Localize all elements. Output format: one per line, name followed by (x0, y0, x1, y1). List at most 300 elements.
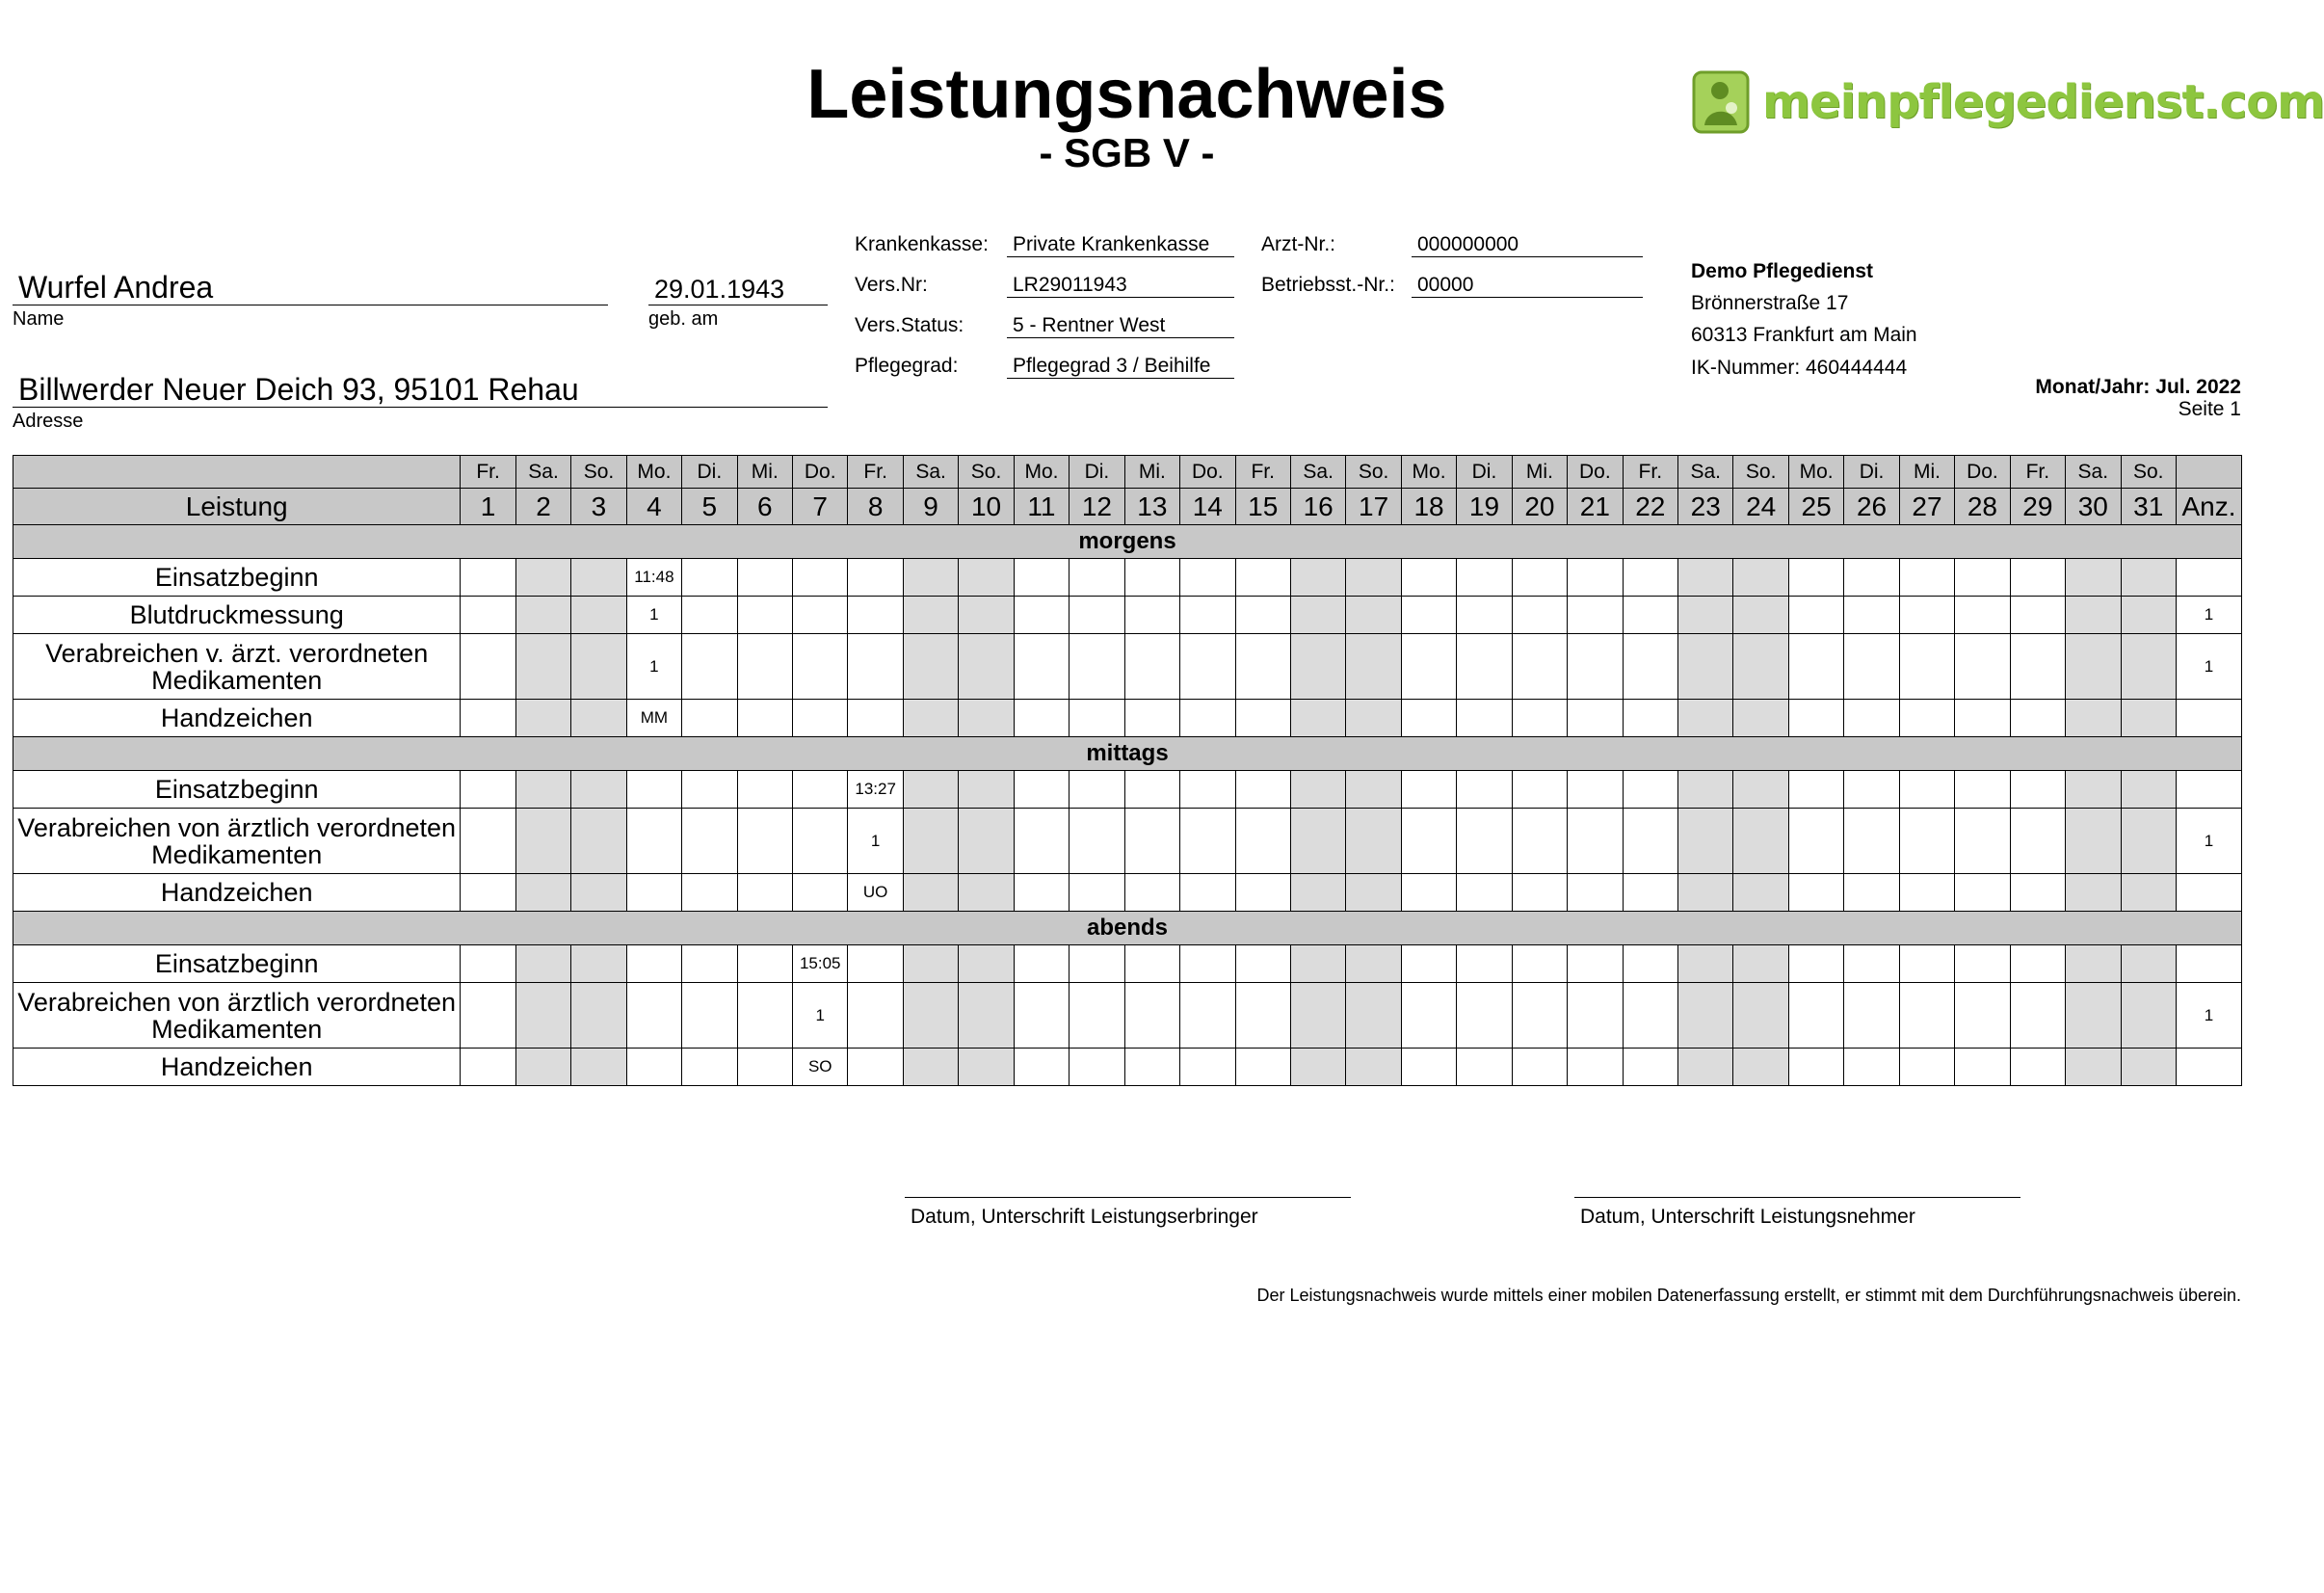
day-cell (1955, 809, 2010, 874)
weekday-header: Do. (1955, 456, 2010, 489)
weekday-header: Sa. (2066, 456, 2121, 489)
count-cell: 1 (2176, 597, 2241, 634)
day-cell (682, 809, 737, 874)
day-number-header: 6 (737, 489, 792, 525)
day-cell (1124, 559, 1179, 597)
day-cell (959, 634, 1014, 700)
day-cell (1512, 1049, 1567, 1086)
day-cell (1014, 874, 1069, 912)
day-cell (1070, 983, 1124, 1049)
weekday-header: Fr. (461, 456, 515, 489)
day-cell (1401, 771, 1456, 809)
day-cell (571, 874, 626, 912)
day-cell (1290, 874, 1345, 912)
day-cell (682, 1049, 737, 1086)
leistung-header: Leistung (13, 489, 461, 525)
day-cell (1733, 874, 1788, 912)
weekday-header: Sa. (903, 456, 958, 489)
day-cell (793, 597, 848, 634)
day-cell: 1 (848, 809, 903, 874)
day-number-header: 2 (515, 489, 570, 525)
day-number-header: 27 (1899, 489, 1954, 525)
day-number-header: 10 (959, 489, 1014, 525)
day-cell (1512, 700, 1567, 737)
day-cell (1124, 983, 1179, 1049)
day-cell (1401, 700, 1456, 737)
service-label: Handzeichen (13, 874, 461, 912)
service-label: Einsatzbeginn (13, 771, 461, 809)
day-cell (959, 874, 1014, 912)
day-cell (1124, 634, 1179, 700)
day-cell (682, 597, 737, 634)
day-cell (793, 634, 848, 700)
day-cell (1290, 771, 1345, 809)
day-cell (2066, 874, 2121, 912)
day-cell (1235, 700, 1290, 737)
day-cell (571, 634, 626, 700)
weekday-header-row (13, 456, 2242, 489)
day-cell (682, 559, 737, 597)
provider-name: Demo Pflegedienst (1691, 260, 1874, 282)
weekday-header: Mo. (1788, 456, 1843, 489)
weekday-header: Sa. (1290, 456, 1345, 489)
day-cell (1457, 1049, 1512, 1086)
day-cell: SO (793, 1049, 848, 1086)
day-cell (1955, 771, 2010, 809)
provider-city: 60313 Frankfurt am Main (1691, 324, 1917, 346)
name-label: Name (13, 308, 65, 330)
day-cell (959, 771, 1014, 809)
day-cell (2010, 809, 2065, 874)
day-cell (1346, 771, 1401, 809)
day-cell (793, 874, 848, 912)
krankenkasse-value: Private Krankenkasse (1007, 233, 1234, 257)
day-cell (1401, 945, 1456, 983)
day-cell (1955, 874, 2010, 912)
day-cell (2066, 809, 2121, 874)
section-row (13, 737, 2242, 771)
day-cell (1124, 945, 1179, 983)
day-cell (1346, 634, 1401, 700)
day-cell (1457, 559, 1512, 597)
day-number-header: 9 (903, 489, 958, 525)
person-logo-icon (1691, 69, 1753, 135)
day-cell (848, 559, 903, 597)
day-cell (1124, 809, 1179, 874)
day-cell (1568, 983, 1623, 1049)
versnr-value: LR29011943 (1007, 274, 1234, 298)
day-cell: 15:05 (793, 945, 848, 983)
day-cell (737, 700, 792, 737)
day-cell (1568, 771, 1623, 809)
day-cell (1678, 809, 1733, 874)
day-cell (515, 1049, 570, 1086)
weekday-header: Do. (793, 456, 848, 489)
day-cell (1457, 809, 1512, 874)
day-cell (1014, 1049, 1069, 1086)
day-cell (1568, 597, 1623, 634)
day-cell (515, 945, 570, 983)
pflegegrad-label: Pflegegrad: (855, 355, 959, 377)
day-cell (1788, 771, 1843, 809)
day-cell (903, 634, 958, 700)
day-number-header: 7 (793, 489, 848, 525)
day-cell (1235, 945, 1290, 983)
day-cell (461, 874, 515, 912)
day-cell (515, 983, 570, 1049)
day-cell (1014, 809, 1069, 874)
weekday-header: Sa. (1678, 456, 1733, 489)
day-number-header: 22 (1623, 489, 1677, 525)
day-cell (903, 874, 958, 912)
day-cell (2010, 634, 2065, 700)
day-cell (848, 945, 903, 983)
day-number-header: 8 (848, 489, 903, 525)
provider-street: Brönnerstraße 17 (1691, 292, 1849, 314)
day-cell (1678, 983, 1733, 1049)
day-cell (1512, 771, 1567, 809)
day-cell (1844, 983, 1899, 1049)
count-cell (2176, 1049, 2241, 1086)
day-cell (1844, 945, 1899, 983)
service-label: Verabreichen von ärztlich verordneten Medikamenten (13, 809, 461, 874)
service-row (13, 771, 2242, 809)
day-cell (793, 771, 848, 809)
betriebsst-value: 00000 (1412, 274, 1643, 298)
day-cell: 1 (626, 597, 681, 634)
day-cell (571, 597, 626, 634)
day-cell (903, 597, 958, 634)
day-cell (461, 559, 515, 597)
day-cell (1568, 634, 1623, 700)
day-cell (1180, 771, 1235, 809)
day-cell (1955, 945, 2010, 983)
day-number-header: 3 (571, 489, 626, 525)
weekday-header: Mi. (737, 456, 792, 489)
day-cell (793, 809, 848, 874)
day-cell (1512, 559, 1567, 597)
day-cell (626, 945, 681, 983)
day-cell (2010, 771, 2065, 809)
weekday-header: Fr. (1623, 456, 1677, 489)
day-number-header: 15 (1235, 489, 1290, 525)
day-cell (1235, 1049, 1290, 1086)
weekday-header: So. (1346, 456, 1401, 489)
day-number-header: 11 (1014, 489, 1069, 525)
day-cell (2066, 945, 2121, 983)
day-cell (626, 771, 681, 809)
day-cell (515, 700, 570, 737)
day-cell (515, 771, 570, 809)
day-cell (1290, 634, 1345, 700)
pflegegrad-value: Pflegegrad 3 / Beihilfe (1007, 355, 1234, 379)
service-row (13, 700, 2242, 737)
day-cell (2121, 983, 2176, 1049)
service-label: Handzeichen (13, 1049, 461, 1086)
section-title: morgens (13, 525, 2242, 559)
day-cell (626, 983, 681, 1049)
day-cell (1235, 559, 1290, 597)
day-cell (1733, 597, 1788, 634)
weekday-header: Mi. (1512, 456, 1567, 489)
day-cell (1955, 634, 2010, 700)
day-cell (1124, 597, 1179, 634)
day-cell (1512, 945, 1567, 983)
day-cell (793, 700, 848, 737)
weekday-header: Fr. (2010, 456, 2065, 489)
header-blank (13, 456, 461, 489)
day-cell (626, 1049, 681, 1086)
day-cell (2010, 983, 2065, 1049)
day-cell (1235, 597, 1290, 634)
day-cell (1346, 809, 1401, 874)
day-cell (903, 1049, 958, 1086)
day-cell (1733, 634, 1788, 700)
day-number-header: 1 (461, 489, 515, 525)
day-cell (2121, 559, 2176, 597)
count-cell: 1 (2176, 634, 2241, 700)
day-cell (1733, 1049, 1788, 1086)
day-cell (959, 945, 1014, 983)
arztnr-value: 000000000 (1412, 233, 1643, 257)
day-cell (1844, 634, 1899, 700)
day-cell (1457, 983, 1512, 1049)
day-cell (903, 700, 958, 737)
count-cell (2176, 771, 2241, 809)
day-cell (1070, 771, 1124, 809)
day-cell (959, 1049, 1014, 1086)
day-cell (1678, 634, 1733, 700)
weekday-header: Di. (1844, 456, 1899, 489)
page-title: Leistungsnachweis (806, 56, 1447, 133)
day-cell (1124, 771, 1179, 809)
service-row (13, 945, 2242, 983)
weekday-header: Fr. (1235, 456, 1290, 489)
day-cell (1180, 597, 1235, 634)
day-cell (1623, 983, 1677, 1049)
day-cell (1401, 1049, 1456, 1086)
weekday-header: Mi. (1899, 456, 1954, 489)
day-number-header: 26 (1844, 489, 1899, 525)
day-cell: 1 (793, 983, 848, 1049)
day-cell (1899, 597, 1954, 634)
day-cell (1844, 874, 1899, 912)
day-cell (1678, 597, 1733, 634)
day-cell (737, 1049, 792, 1086)
service-row (13, 634, 2242, 700)
weekday-header: Sa. (515, 456, 570, 489)
day-cell (2066, 634, 2121, 700)
day-cell (682, 874, 737, 912)
day-cell (1457, 597, 1512, 634)
day-cell (903, 945, 958, 983)
weekday-header: Di. (682, 456, 737, 489)
day-cell (571, 559, 626, 597)
weekday-header: Di. (1457, 456, 1512, 489)
day-cell (959, 983, 1014, 1049)
day-cell (1623, 559, 1677, 597)
day-cell (1788, 809, 1843, 874)
weekday-header: Di. (1070, 456, 1124, 489)
page-subtitle: - SGB V - (1039, 130, 1215, 175)
day-cell (682, 634, 737, 700)
day-cell (571, 809, 626, 874)
day-cell (737, 983, 792, 1049)
day-cell (2066, 983, 2121, 1049)
day-cell (1457, 771, 1512, 809)
service-label: Blutdruckmessung (13, 597, 461, 634)
day-cell (848, 1049, 903, 1086)
day-cell (1070, 1049, 1124, 1086)
day-number-header: 21 (1568, 489, 1623, 525)
day-cell (1844, 597, 1899, 634)
day-cell (959, 597, 1014, 634)
provider-ik: IK-Nummer: 460444444 (1691, 357, 1908, 379)
day-cell (1512, 634, 1567, 700)
day-cell (1788, 634, 1843, 700)
day-cell (571, 983, 626, 1049)
logo-text: meinpflegedienst.com (1762, 75, 2324, 129)
day-cell (1401, 874, 1456, 912)
versstatus-value: 5 - Rentner West (1007, 314, 1234, 338)
service-row (13, 874, 2242, 912)
day-cell (1568, 945, 1623, 983)
day-cell (2121, 597, 2176, 634)
day-cell (1955, 597, 2010, 634)
day-cell (1512, 983, 1567, 1049)
day-number-header: 31 (2121, 489, 2176, 525)
recipient-signature-line (1574, 1197, 2020, 1198)
day-cell: 11:48 (626, 559, 681, 597)
service-label: Einsatzbeginn (13, 945, 461, 983)
day-cell (1014, 983, 1069, 1049)
day-cell (903, 771, 958, 809)
day-cell (1623, 700, 1677, 737)
day-cell (737, 597, 792, 634)
weekday-header: So. (571, 456, 626, 489)
day-cell (1678, 559, 1733, 597)
day-cell (1899, 874, 1954, 912)
count-cell: 1 (2176, 983, 2241, 1049)
weekday-header: So. (959, 456, 1014, 489)
day-cell (1180, 1049, 1235, 1086)
day-cell (1512, 597, 1567, 634)
day-cell (2121, 809, 2176, 874)
day-number-header: 14 (1180, 489, 1235, 525)
day-cell (2066, 1049, 2121, 1086)
day-cell (1678, 874, 1733, 912)
day-cell (1733, 809, 1788, 874)
section-title: abends (13, 912, 2242, 945)
day-cell (737, 874, 792, 912)
day-cell (1733, 771, 1788, 809)
day-cell (848, 634, 903, 700)
day-number-header: 19 (1457, 489, 1512, 525)
day-cell (1014, 945, 1069, 983)
day-cell (2066, 559, 2121, 597)
day-number-header: 25 (1788, 489, 1843, 525)
day-cell (1955, 983, 2010, 1049)
patient-name: Wurfel Andrea (13, 270, 608, 305)
day-cell (1290, 983, 1345, 1049)
day-cell (1180, 700, 1235, 737)
day-cell (1290, 1049, 1345, 1086)
day-cell (515, 597, 570, 634)
day-cell (737, 809, 792, 874)
day-cell (1788, 945, 1843, 983)
day-cell: 1 (626, 634, 681, 700)
day-cell (1623, 874, 1677, 912)
day-cell (1401, 597, 1456, 634)
day-cell (1014, 634, 1069, 700)
day-cell (571, 1049, 626, 1086)
day-cell (2121, 771, 2176, 809)
day-cell (1733, 559, 1788, 597)
day-cell (1955, 700, 2010, 737)
day-cell (1290, 945, 1345, 983)
page-number: Seite 1 (2178, 398, 2241, 420)
day-cell (1678, 1049, 1733, 1086)
provider-signature-line (905, 1197, 1351, 1198)
day-cell (1844, 809, 1899, 874)
day-cell (959, 700, 1014, 737)
day-cell (1290, 809, 1345, 874)
day-cell (1346, 983, 1401, 1049)
day-cell (1346, 700, 1401, 737)
weekday-header: Do. (1180, 456, 1235, 489)
service-row (13, 809, 2242, 874)
header-blank (2176, 456, 2241, 489)
count-cell (2176, 874, 2241, 912)
month-year: Monat/Jahr: Jul. 2022 (2035, 376, 2241, 398)
patient-address: Billwerder Neuer Deich 93, 95101 Rehau (13, 372, 828, 408)
arztnr-label: Arzt-Nr.: (1261, 233, 1335, 255)
betriebsst-label: Betriebsst.-Nr.: (1261, 274, 1395, 296)
day-cell (1623, 809, 1677, 874)
day-number-header: 28 (1955, 489, 2010, 525)
day-cell (1070, 559, 1124, 597)
day-cell (2121, 700, 2176, 737)
day-cell (1788, 597, 1843, 634)
day-cell: UO (848, 874, 903, 912)
day-cell (515, 874, 570, 912)
day-cell (461, 809, 515, 874)
count-cell (2176, 945, 2241, 983)
day-cell (1235, 983, 1290, 1049)
day-cell (1070, 874, 1124, 912)
day-cell (1623, 597, 1677, 634)
service-row (13, 597, 2242, 634)
day-cell (1678, 771, 1733, 809)
footnote: Der Leistungsnachweis wurde mittels einer mobilen Datenerfassung erstellt, er stimmt mit dem Durchführungsnachweis überein. (1256, 1286, 2241, 1305)
day-cell (515, 809, 570, 874)
day-cell (1568, 559, 1623, 597)
day-cell (2066, 597, 2121, 634)
day-number-header: 16 (1290, 489, 1345, 525)
day-cell (1623, 634, 1677, 700)
day-cell (682, 983, 737, 1049)
day-cell (1955, 1049, 2010, 1086)
day-cell (1401, 559, 1456, 597)
day-cell (1733, 700, 1788, 737)
weekday-header: Mi. (1124, 456, 1179, 489)
day-cell (1568, 874, 1623, 912)
versnr-label: Vers.Nr: (855, 274, 928, 296)
day-cell (682, 700, 737, 737)
service-row (13, 1049, 2242, 1086)
day-cell (461, 1049, 515, 1086)
weekday-header: Do. (1568, 456, 1623, 489)
